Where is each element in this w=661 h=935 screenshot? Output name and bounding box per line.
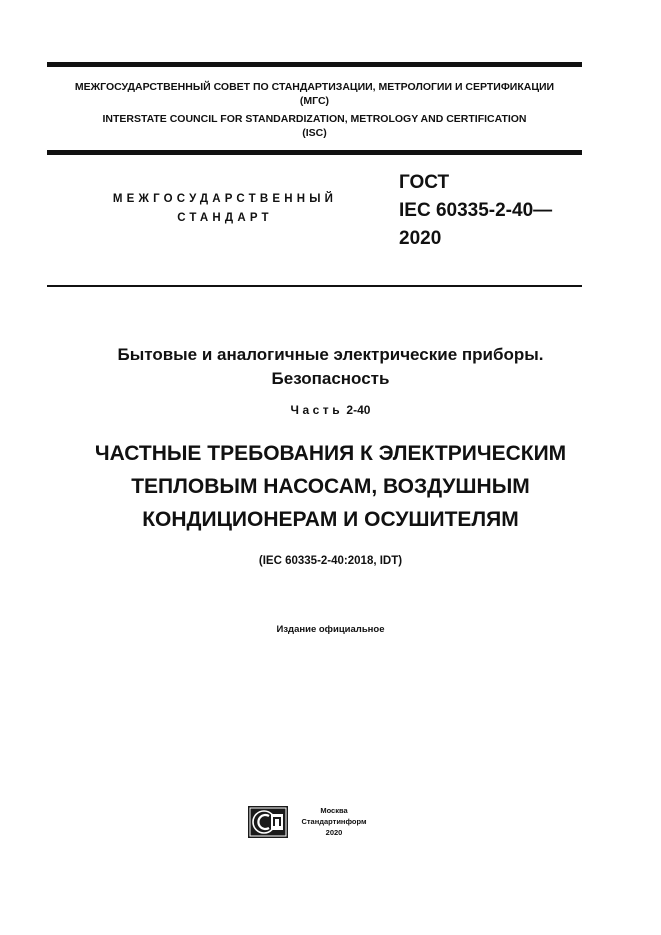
subtitle-line2: ТЕПЛОВЫМ НАСОСАМ, ВОЗДУШНЫМ bbox=[131, 475, 530, 498]
designation-rule bbox=[47, 285, 582, 287]
edition-note: Издание официальное bbox=[276, 624, 385, 635]
publisher-year: 2020 bbox=[325, 828, 343, 837]
part-label bbox=[47, 403, 614, 417]
standartinform-logo-icon bbox=[248, 806, 288, 838]
standard-type-line2: СТАНДАРТ bbox=[177, 212, 273, 224]
council-name-ru: МЕЖГОСУДАРСТВЕННЫЙ СОВЕТ ПО СТАНДАРТИЗАЦИИ, МЕТРОЛОГИИ И СЕРТИФИКАЦИИ bbox=[74, 81, 555, 93]
top-rule bbox=[47, 62, 582, 67]
title-line1: Бытовые и аналогичные электрические приборы. bbox=[117, 345, 544, 364]
subtitle-line3: КОНДИЦИОНЕРАМ И ОСУШИТЕЛЯМ bbox=[142, 508, 519, 531]
council-abbr-en: (ISC) bbox=[302, 127, 327, 139]
council-name-en: INTERSTATE COUNCIL FOR STANDARDIZATION, METROLOGY AND CERTIFICATION bbox=[102, 113, 527, 125]
title-line2: Безопасность bbox=[271, 369, 390, 388]
part-label-text: Часть bbox=[290, 403, 344, 417]
header-rule bbox=[47, 150, 582, 155]
publisher-city: Москва bbox=[320, 806, 348, 815]
part-number: 2-40 bbox=[346, 403, 371, 417]
iec-reference: (IEC 60335-2-40:2018, IDT) bbox=[258, 555, 403, 567]
designation-prefix: ГОСТ bbox=[399, 172, 450, 193]
standard-type-line1: МЕЖГОСУДАРСТВЕННЫЙ bbox=[112, 193, 338, 205]
subtitle-line1: ЧАСТНЫЕ ТРЕБОВАНИЯ К ЭЛЕКТРИЧЕСКИМ bbox=[94, 442, 567, 465]
council-abbr-ru: (МГС) bbox=[299, 95, 330, 107]
designation-number: IEC 60335-2-40— bbox=[399, 200, 553, 221]
publisher-name: Стандартинформ bbox=[301, 817, 367, 826]
designation-year: 2020 bbox=[399, 228, 442, 249]
